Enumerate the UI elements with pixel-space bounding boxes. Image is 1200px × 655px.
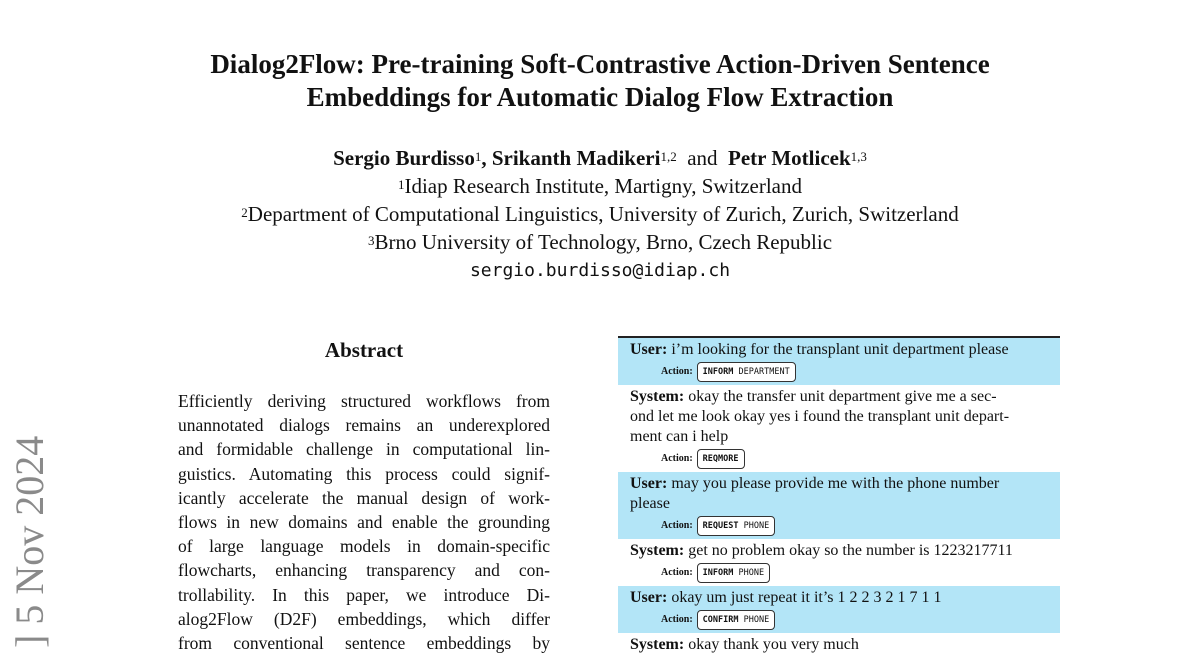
- utterance: [630, 588, 1050, 608]
- abstract-line: of large language models in domain-specific: [178, 536, 550, 557]
- utterance-line: may you please provide me with the phone number: [671, 475, 1000, 492]
- abstract-line: flowcharts, enhancing transparency and con-: [178, 560, 550, 581]
- utterance-line: ment can i help: [630, 428, 729, 445]
- system-turn: [618, 633, 1060, 655]
- author-list: Sergio Burdisso$^1$, Srikanth Madikeri$^{1,2}$ and Petr Motlicek$^{1,3}$: [333, 146, 867, 170]
- abstract-line: guistics. Automating this process could signif-: [178, 463, 550, 484]
- action-row: [630, 447, 1050, 472]
- title-line-2: Embeddings for Automatic Dialog Flow Extraction: [306, 82, 894, 112]
- speaker-label: User:: [630, 475, 668, 492]
- arxiv-date-stamp: ] 5 Nov 2024: [7, 435, 52, 648]
- abstract-line: flows in new domains and enable the grounding: [178, 512, 550, 533]
- dialog-act-tag: [697, 563, 770, 583]
- abstract-line: unannotated dialogs remains an underexplored: [178, 415, 550, 436]
- action-row: [630, 514, 1050, 539]
- author-2: Srikanth Madikeri: [491, 146, 661, 170]
- author-3-sup: 1,3: [850, 149, 867, 164]
- abstract-body: [178, 389, 550, 655]
- dialog-act-tag: [697, 610, 776, 630]
- dialog-act-tag: [697, 449, 745, 469]
- affiliation-3-text: Brno University of Technology, Brno, Czech Republic: [374, 230, 833, 254]
- dialog-act: INFORM: [702, 367, 734, 377]
- utterance-line: okay the transfer unit department give me a sec-: [688, 388, 997, 405]
- speaker-label: System:: [630, 636, 685, 653]
- user-turn: [618, 338, 1060, 385]
- action-label: Action:: [661, 567, 693, 578]
- action-row: [630, 608, 1050, 633]
- author-and: and: [687, 146, 718, 170]
- dialog-example-figure: [618, 336, 1060, 655]
- utterance-line: okay thank you very much: [688, 636, 859, 653]
- dialog-act: REQMORE: [702, 454, 739, 464]
- dialog-act: CONFIRM: [702, 615, 739, 625]
- affiliation-1: [0, 173, 1200, 200]
- speaker-label: User:: [630, 589, 668, 606]
- utterance-line: get no problem okay so the number is 1223217711: [688, 542, 1013, 559]
- system-turn: [618, 385, 1060, 472]
- affiliation-1-sup: 1: [397, 177, 405, 192]
- affiliation-2-sup: 2: [241, 205, 248, 220]
- utterance: [630, 541, 1050, 561]
- abstract-line: Efficiently deriving structured workflows from: [178, 391, 550, 411]
- system-turn: [618, 539, 1060, 586]
- dialog-slot: PHONE: [738, 568, 765, 578]
- abstract-line: alog2Flow (D2F) embeddings, which differ: [178, 608, 550, 629]
- author-1-sup: 1: [474, 149, 482, 164]
- author-2-sup: 1,2: [660, 149, 677, 164]
- affiliation-2: [0, 201, 1200, 228]
- paper-title: [0, 48, 1200, 114]
- utterance: [630, 474, 1050, 514]
- abstract-line: and formidable challenge in computational lin-: [178, 439, 550, 460]
- utterance-line: i’m looking for the transplant unit department please: [671, 341, 1009, 358]
- abstract-line: icantly accelerate the manual design of work-: [178, 487, 550, 508]
- affiliation-3: [0, 229, 1200, 256]
- speaker-label: System:: [630, 542, 685, 559]
- user-turn: [618, 472, 1060, 539]
- utterance: [630, 635, 1050, 655]
- speaker-label: User:: [630, 341, 668, 358]
- utterance-line: okay um just repeat it it’s 1 2 2 3 2 1 7 1 1: [671, 589, 942, 606]
- action-label: Action:: [661, 366, 693, 377]
- dialog-act: INFORM: [702, 568, 734, 578]
- user-turn: [618, 586, 1060, 633]
- dialog-slot: PHONE: [743, 521, 770, 531]
- author-3: Petr Motlicek: [728, 146, 851, 170]
- affiliation-3-sup: 3: [367, 233, 375, 248]
- utterance-line: ond let me look okay yes i found the transplant unit depart-: [630, 408, 1010, 425]
- dialog-act-tag: [697, 362, 796, 382]
- affiliation-1-text: Idiap Research Institute, Martigny, Switzerland: [404, 174, 803, 198]
- dialog-act-tag: [697, 516, 776, 536]
- action-label: Action:: [661, 453, 693, 464]
- speaker-label: System:: [630, 388, 685, 405]
- utterance: [630, 340, 1050, 360]
- action-label: Action:: [661, 520, 693, 531]
- author-1: Sergio Burdisso: [333, 146, 475, 170]
- author-email[interactable]: sergio.burdisso@idiap.ch: [469, 260, 731, 281]
- utterance: [630, 387, 1050, 447]
- dialog-slot: DEPARTMENT: [738, 367, 790, 377]
- utterance-line: please: [630, 495, 670, 512]
- action-row: [630, 360, 1050, 385]
- abstract-heading: Abstract: [324, 338, 404, 362]
- affiliation-2-text: Department of Computational Linguistics, University of Zurich, Zurich, Switzerland: [247, 202, 959, 226]
- action-row: [630, 561, 1050, 586]
- dialog-act: REQUEST: [702, 521, 739, 531]
- action-label: Action:: [661, 614, 693, 625]
- title-line-1: Dialog2Flow: Pre-training Soft-Contrastive Action-Driven Sentence: [210, 49, 990, 79]
- dialog-slot: PHONE: [743, 615, 770, 625]
- abstract-line: trollability. In this paper, we introduce Di-: [178, 584, 550, 605]
- abstract-line: from conventional sentence embeddings by: [178, 633, 550, 654]
